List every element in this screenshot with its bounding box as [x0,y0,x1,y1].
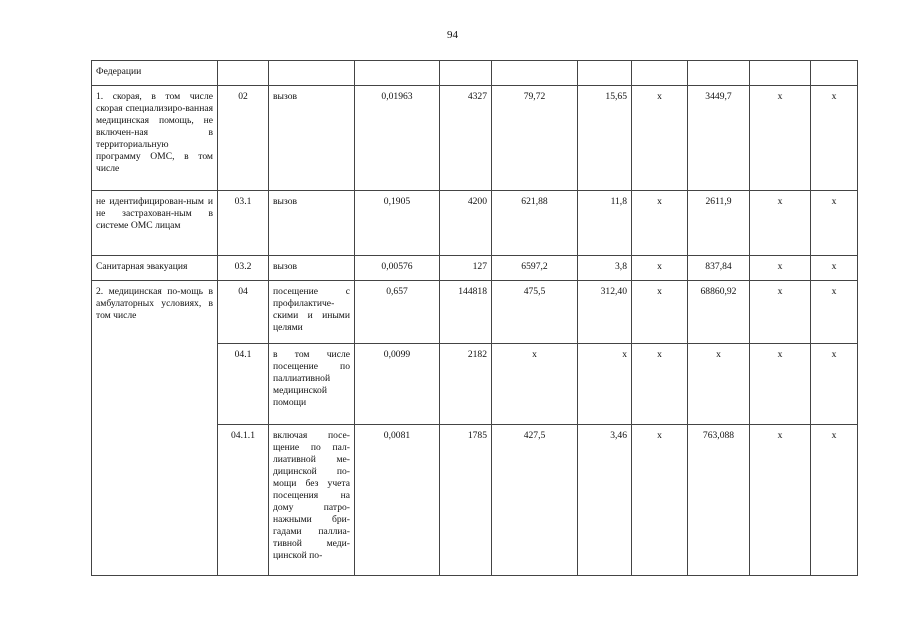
value-cell: х [632,191,688,256]
value-cell: х [811,191,858,256]
value-cell: х [750,256,811,281]
value-cell: х [632,281,688,344]
value-cell: 3,8 [578,256,632,281]
page-number: 94 [447,29,458,41]
value-cell: 3,46 [578,425,632,576]
value-cell: 0,00576 [355,256,440,281]
value-cell [632,61,688,86]
value-cell: 79,72 [492,86,578,191]
table-row [92,191,858,256]
value-cell: 68860,92 [688,281,750,344]
value-cell: х [811,256,858,281]
value-cell: 144818 [440,281,492,344]
row-code-cell: 04.1 [218,344,269,425]
value-cell: х [750,86,811,191]
value-cell: 312,40 [578,281,632,344]
value-cell: х [688,344,750,425]
row-code-cell [218,61,269,86]
value-cell: 0,0099 [355,344,440,425]
value-cell: х [750,425,811,576]
row-unit-cell: вызов [269,86,355,191]
value-cell: х [750,344,811,425]
row-name-cell: 2. медицинская по-мощь в амбулаторных условиях, в том числе [92,281,218,576]
value-cell [355,61,440,86]
value-cell: 837,84 [688,256,750,281]
row-name-cell: не идентифицирован-ным и не застрахован-ным в системе ОМС лицам [92,191,218,256]
value-cell: 6597,2 [492,256,578,281]
value-cell [688,61,750,86]
row-code-cell: 04 [218,281,269,344]
value-cell: х [578,344,632,425]
value-cell: х [811,281,858,344]
value-cell: х [811,344,858,425]
value-cell: 1785 [440,425,492,576]
value-cell: 621,88 [492,191,578,256]
value-cell: 127 [440,256,492,281]
row-code-cell: 03.2 [218,256,269,281]
value-cell: х [632,425,688,576]
value-cell: х [632,344,688,425]
row-unit-cell: включая посе-щение по пал-лиативной ме-дицинской по-мощи без учета посещения на дому патро-нажными бри-гадами паллиа-тивной меди-цинской по- [269,425,355,576]
value-cell: 3449,7 [688,86,750,191]
value-cell: 2611,9 [688,191,750,256]
value-cell: х [632,86,688,191]
row-unit-cell: вызов [269,191,355,256]
value-cell [578,61,632,86]
row-unit-cell: в том числе посещение по паллиативной медицинской помощи [269,344,355,425]
row-code-cell: 04.1.1 [218,425,269,576]
table-row [92,86,858,191]
table-row [92,281,858,344]
value-cell: 4327 [440,86,492,191]
value-cell: 0,657 [355,281,440,344]
value-cell: х [632,256,688,281]
row-code-cell: 02 [218,86,269,191]
table-row [92,256,858,281]
value-cell: 15,65 [578,86,632,191]
value-cell: 427,5 [492,425,578,576]
value-cell: х [811,86,858,191]
row-name-cell: 1. скорая, в том числе скорая специализиро-ванная медицинская помощь, не включен-ная в территориальную программу ОМС, в том числе [92,86,218,191]
value-cell: 475,5 [492,281,578,344]
value-cell: 0,01963 [355,86,440,191]
value-cell: 0,0081 [355,425,440,576]
table-row [92,61,858,86]
value-cell [811,61,858,86]
value-cell [492,61,578,86]
financing-table [91,60,858,576]
row-unit-cell: вызов [269,256,355,281]
value-cell: х [811,425,858,576]
value-cell [750,61,811,86]
row-unit-cell [269,61,355,86]
value-cell: х [492,344,578,425]
row-name-cell: Санитарная эвакуация [92,256,218,281]
value-cell: 4200 [440,191,492,256]
row-unit-cell: посещение с профилактиче-скими и иными целями [269,281,355,344]
value-cell: 2182 [440,344,492,425]
value-cell: х [750,281,811,344]
row-code-cell: 03.1 [218,191,269,256]
value-cell: х [750,191,811,256]
value-cell: 0,1905 [355,191,440,256]
value-cell [440,61,492,86]
value-cell: 763,088 [688,425,750,576]
row-name-cell: Федерации [92,61,218,86]
value-cell: 11,8 [578,191,632,256]
